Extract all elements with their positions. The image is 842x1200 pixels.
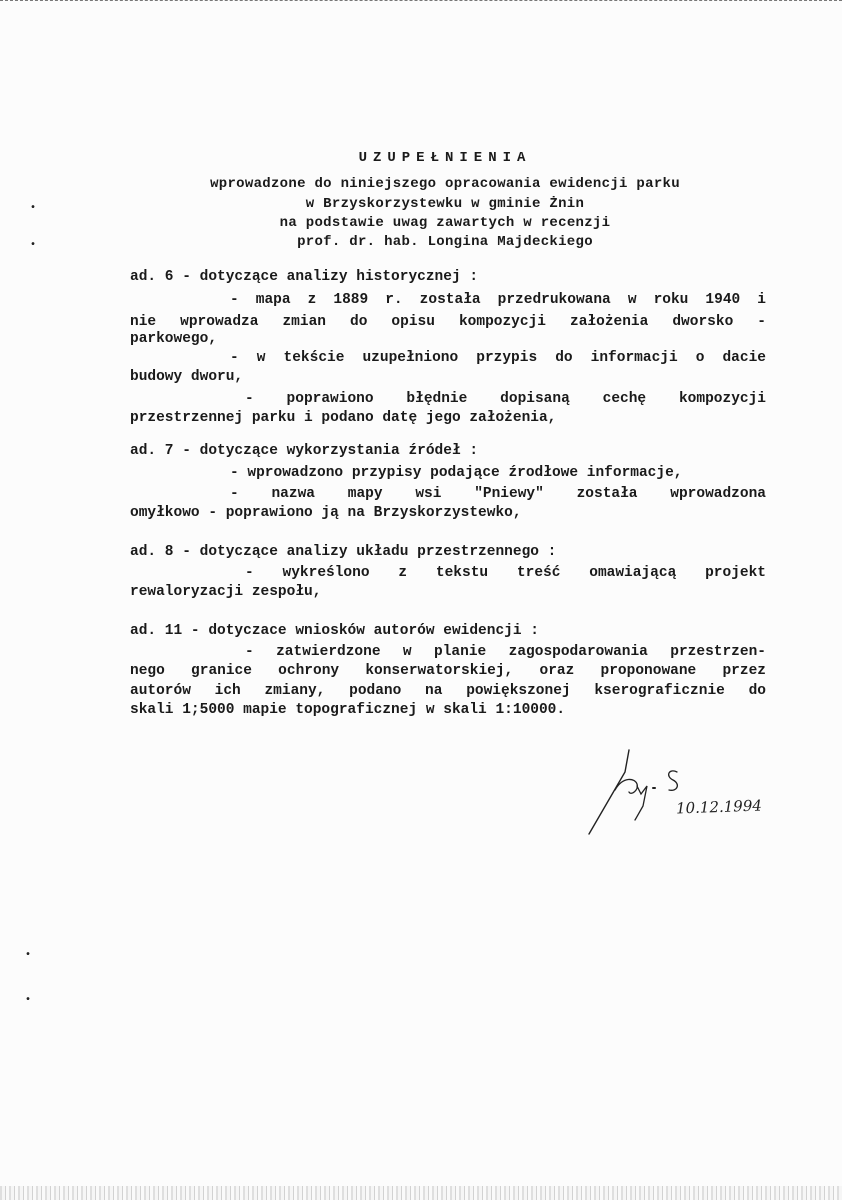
section-heading: ad. 11 - dotyczace wniosków autorów ewidencji : — [130, 623, 539, 639]
section-line: autorów ich zmiany, podano na powiększonej kserograficznie do — [130, 683, 766, 699]
handwritten-signature — [585, 742, 695, 837]
section-line: - nazwa mapy wsi "Pniewy" została wprowadzona — [230, 486, 766, 502]
section-line: - wprowadzono przypisy podające źrodłowe informacje, — [230, 465, 683, 481]
section-line: skali 1;5000 mapie topograficznej w skali 1:10000. — [130, 702, 566, 718]
signature-date: 10.12.1994 — [675, 796, 763, 818]
section-line: nie wprowadza zmian do opisu kompozycji założenia dworsko - — [130, 314, 766, 330]
section-line: - zatwierdzone w planie zagospodarowania przestrzen- — [245, 644, 766, 660]
section-line: - poprawiono błędnie dopisaną cechę kompozycji — [245, 391, 766, 407]
margin-mark: • — [25, 950, 32, 961]
subtitle-line: prof. dr. hab. Longina Majdeckiego — [297, 234, 593, 250]
section-line: przestrzennej parku i podano datę jego założenia, — [130, 410, 557, 426]
margin-mark: • — [25, 995, 32, 1006]
margin-mark: • — [30, 203, 37, 214]
section-line: nego granice ochrony konserwatorskiej, oraz proponowane przez — [130, 663, 766, 679]
section-heading: ad. 6 - dotyczące analizy historycznej : — [130, 269, 479, 285]
section-line: - wykreślono z tekstu treść omawiającą projekt — [245, 565, 766, 581]
section-heading: ad. 8 - dotyczące analizy układu przestrzennego : — [130, 544, 557, 560]
section-line: omyłkowo - poprawiono ją na Brzyskorzystewko, — [130, 505, 522, 521]
subtitle-line: wprowadzone do niniejszego opracowania ewidencji parku — [210, 176, 680, 192]
scan-bottom-edge — [0, 1186, 842, 1200]
section-line: rewaloryzacji zespołu, — [130, 584, 322, 600]
document-title: UZUPEŁNIENIA — [358, 150, 532, 166]
scan-top-edge — [0, 0, 842, 4]
section-heading: ad. 7 - dotyczące wykorzystania źródeł : — [130, 443, 479, 459]
section-line: - w tekście uzupełniono przypis do informacji o dacie — [230, 350, 766, 366]
subtitle-line: w Brzyskorzystewku w gminie Żnin — [305, 196, 585, 212]
margin-mark: • — [30, 240, 37, 251]
subtitle-line: na podstawie uwag zawartych w recenzji — [279, 215, 611, 231]
section-line: budowy dworu, — [130, 369, 244, 385]
section-line: - mapa z 1889 r. została przedrukowana w roku 1940 i — [230, 292, 766, 308]
section-line: parkowego, — [130, 331, 218, 347]
